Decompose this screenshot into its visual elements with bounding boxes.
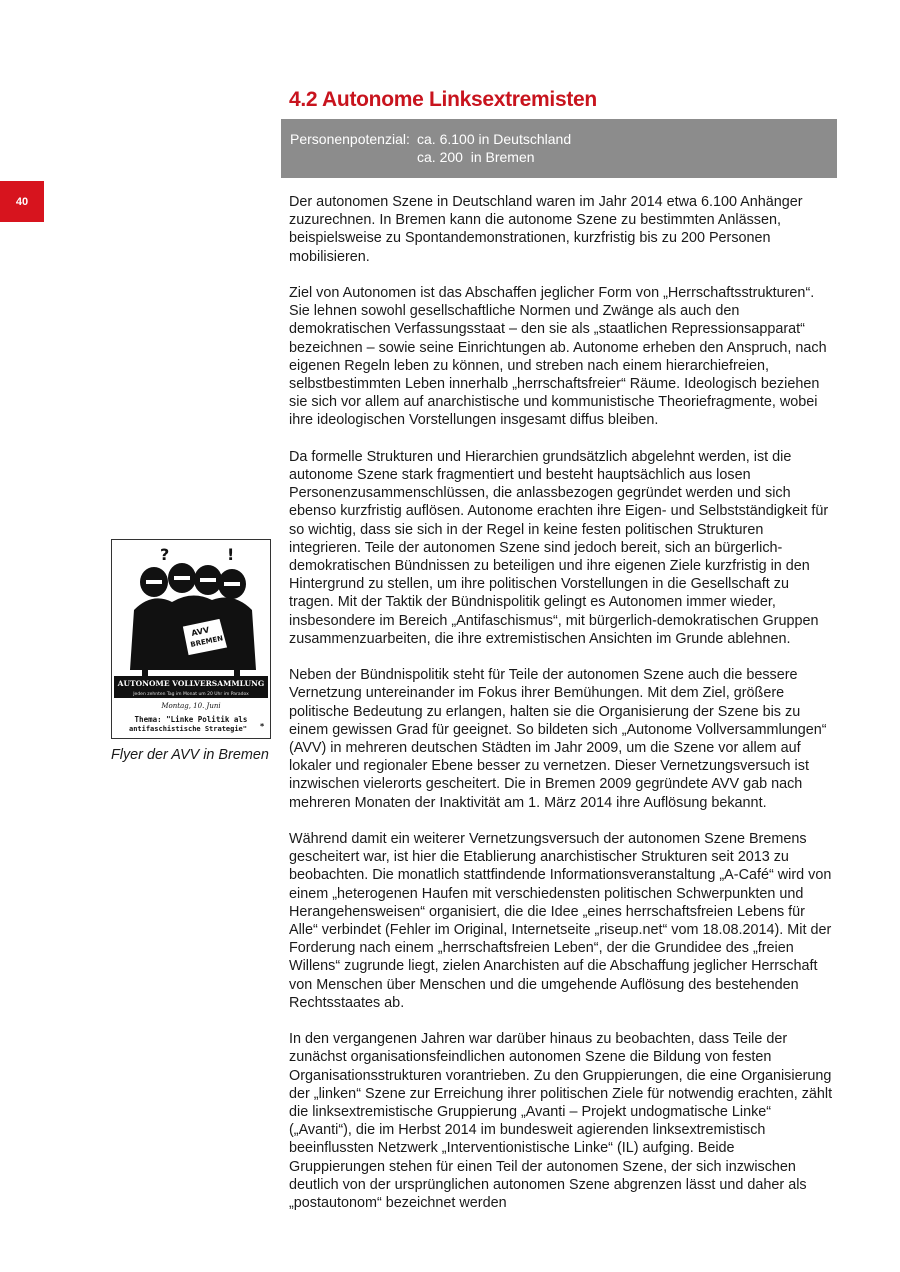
banner-title: AUTONOME VOLLVERSAMMLUNG	[117, 679, 265, 688]
info-label-spacer	[290, 149, 417, 167]
body-text	[289, 193, 834, 1230]
paragraph: Der autonomen Szene in Deutschland waren im Jahr 2014 etwa 6.100 Anhänger zuzurechnen. In Bremen kann die autonome Szene zu bestimmten Anlässen, beispielsweise zu Spontandemonstrationen, kurzfristig bis zu 200 Personen mobilisieren.	[289, 194, 803, 265]
figure-caption: Flyer der AVV in Bremen	[111, 747, 269, 763]
paragraph: In den vergangenen Jahren war darüber hinaus zu beobachten, dass Teile der zunächst organisationsfeindlichen autonomen Szene die Bildung von festen Organisationsstrukturen vorantrieben. Zu den Gruppierungen, die eine Organisierung der „linken“ Szene zur Erreichung ihrer politischen Ziele für notwendig erachten, zählt die linksextremistische Gruppierung „Avanti – Projekt undogmatische Linke“ („Avanti“), die im Herbst 2014 im bundesweit agierenden linksextremistisch beeinflussten Netzwerk „Interventionistische Linke“ (IL) aufging. Beide Gruppierungen stehen für einen Teil der autonomen Szene, der sich inzwischen deutlich von der ursprünglichen autonomen Szene abgrenzen lässt und daher als „postautonom“ bezeichnet werden	[289, 1031, 833, 1212]
info-value-bremen: ca. 200 in Bremen	[417, 148, 535, 165]
sign-text-bremen: BREMEN	[189, 634, 224, 649]
avv-flyer-image	[111, 539, 271, 739]
question-mark: ?	[160, 545, 170, 564]
paragraph: Ziel von Autonomen ist das Abschaffen jeglicher Form von „Herrschaftsstrukturen“. Sie lehnen sowohl gesellschaftliche Normen und Zwänge als auch den demokratischen Verfassungsstaat – den sie als „staatlichen Repressionsapparat“ bezeichnen – sowie seine Einrichtungen ab. Autonome erheben den Anspruch, nach eigenen Regeln leben zu können, und streben nach einem hierarchiefreien, selbstbestimmten Leben innerhalb „herrschaftsfreier“ Räume. Ideologisch beziehen sie sich vor allem auf anarchistische und kommunistische Theoriefragmente, wobei ihre ideologischen Vorstellungen insgesamt diffus bleiben.	[289, 285, 827, 429]
flyer-illustration	[112, 540, 270, 738]
flyer-theme-mark: *	[260, 722, 265, 731]
info-row	[290, 131, 837, 149]
info-label: Personenpotenzial:	[290, 131, 410, 147]
page-number: 40	[0, 181, 44, 222]
info-value-germany: ca. 6.100 in Deutschland	[417, 131, 572, 147]
flyer-date: Montag, 10. Juni	[161, 702, 221, 710]
paragraph: Neben der Bündnispolitik steht für Teile der autonomen Szene auch die bessere Vernetzung untereinander im Fokus ihrer Bemühungen. Mit dem Ziel, größere politische Bedeutung zu erlangen, halten sie die Organisierung der Szene bis zu einem gewissen Grad für geeignet. So bildeten sich „Autonome Vollversammlungen“ (AVV) in mehreren deutschen Städten im Jahr 2009, um die Szene vor allem auf lokaler und regionaler Ebene besser zu vernetzen. Dieser Vernetzungsversuch ist inzwischen vielerorts gescheitert. Die in Bremen 2009 gegründete AVV gab nach mehreren Monaten der Inaktivität am 1. März 2014 ihre Auflösung bekannt.	[289, 667, 827, 811]
banner-subtitle: Jeden zehnten Tag im Monat um 20 Uhr im Paradox	[133, 692, 249, 697]
flyer-theme-line1: Thema: "Linke Politik als	[134, 715, 248, 724]
paragraph: Da formelle Strukturen und Hierarchien grundsätzlich abgelehnt werden, ist die autonome Szene stark fragmentiert und besteht hauptsächlich aus losen Personenzusammenschlüssen, die anlassbezogen gegründet werden und sich ebenso kurzfristig auflösen. Autonome erachten ihre Eigen- und Selbstständigkeit für so wichtig, dass sie sich in der Regel in keine festen politischen Strukturen integrieren. Teile der autonomen Szene sind jedoch bereit, sich an bürgerlich-demokratischen Bündnissen zu beteiligen und ihre eigenen Ziele kurzfristig in den Hintergrund zu stellen, um ihre politischen Vorstellungen in die Gesellschaft zu tragen. Mit der Taktik der Bündnispolitik gelingt es Autonomen immer wieder, insbesondere im Bereich „Antifaschismus“, mit bürgerlich-demokratischen Gruppen zusammenzuarbeiten, die ihre extremistischen Ansichten im Grunde ablehnen.	[289, 448, 829, 647]
paragraph: Während damit ein weiterer Vernetzungsversuch der autonomen Szene Bremens gescheitert war, ist hier die Etablierung anarchistischer Strukturen seit 2013 zu beobachten. Die monatlich stattfindende Informationsveranstaltung „A-Café“ wird von einem „heterogenen Haufen mit verschiedensten politischen Schwerpunkten und Herangehensweisen“ organisiert, die die Idee „eines herrschaftsfreien Lebens für Alle“ verbindet (Fehler im Original, Internetseite „riseup.net“ vom 18.08.2014). Mit der Forderung nach einem „herrschaftsfreien Leben“, der die Grundidee des „freien Willens“ zugrunde liegt, zielen Anarchisten auf die Abschaffung jeglicher Herrschaft von Menschen über Menschen und die umgehende Auflösung des bestehenden Rechtsstaates ab.	[289, 831, 832, 1011]
sign-text-avv: AVV	[190, 625, 211, 638]
section-title: 4.2 Autonome Linksextremisten	[289, 88, 597, 111]
flyer-theme-line2: antifaschistische Strategie"	[128, 725, 248, 733]
exclamation-mark: !	[227, 545, 235, 564]
info-row	[290, 149, 837, 167]
person-potential-box	[281, 119, 837, 178]
